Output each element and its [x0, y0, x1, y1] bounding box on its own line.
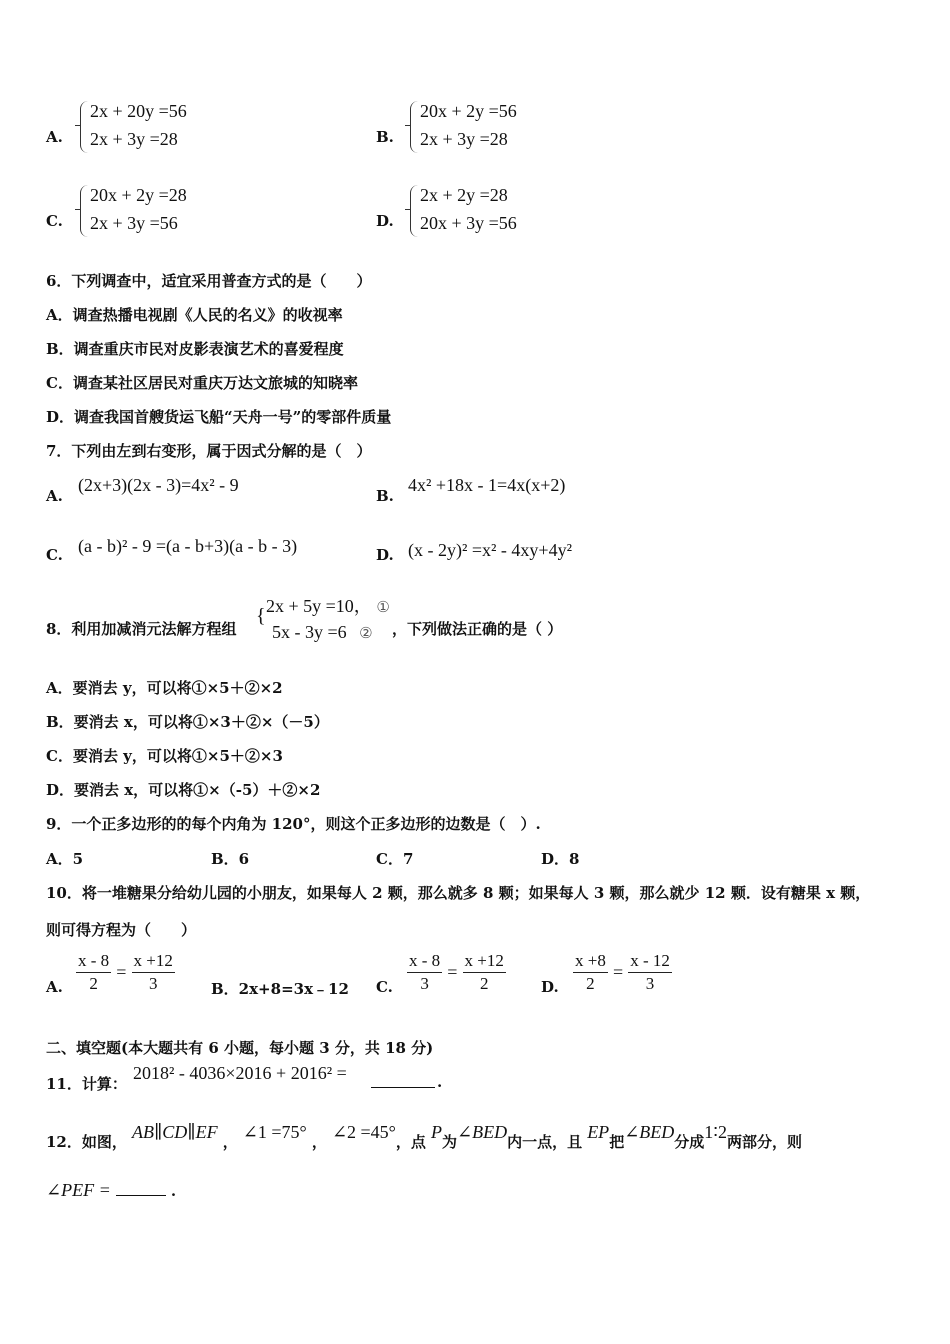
q7-option-a-expr: (2x+3)(2x - 3)=4x² - 9: [78, 475, 239, 495]
q12-blank[interactable]: [116, 1195, 166, 1196]
q10-option-a-expr: [76, 950, 175, 995]
q12-p4: ，点: [395, 1133, 426, 1151]
q10-option-c-label: C.: [376, 978, 393, 996]
q10-stem-line2: 则可得方程为（ ）: [46, 921, 197, 939]
q9-option-d: D．8: [541, 850, 580, 868]
q5-d-eq1: 2x + 2y =28: [420, 185, 508, 205]
q10-d-den1: 2: [586, 974, 595, 993]
q12-p1: 12．如图，: [46, 1133, 127, 1151]
q12-p6: 内一点，且: [507, 1133, 583, 1151]
q5-option-b-label: B.: [376, 128, 394, 146]
q10-a-num1: x - 8: [76, 950, 111, 973]
q9-option-a: A．5: [46, 850, 84, 868]
q10-option-b: B．2x+8=3x﹣12: [211, 980, 349, 998]
q5-option-c-label: C.: [46, 212, 63, 230]
q5-a-eq2: 2x + 3y =28: [90, 129, 178, 149]
q8-eq1-text: 2x + 5y =10，: [266, 596, 372, 616]
q12-tail: .: [170, 1182, 177, 1200]
q6-stem: 6．下列调查中，适宜采用普查方式的是（ ）: [46, 272, 372, 290]
q10-stem-line1: 10．将一堆糖果分给幼儿园的小朋友，如果每人 2 颗，那么就多 8 颗；如果每人 3 颗，那么就少 12 颗．设有糖果 x 颗，: [46, 884, 871, 902]
q10-d-eq: =: [612, 962, 624, 982]
q5-option-a-label: A.: [46, 128, 63, 146]
q7-option-a-label: A.: [46, 487, 63, 505]
q8-option-b: B．要消去 x，可以将①×3＋②×（－5）: [46, 713, 329, 731]
q5-b-eq2: 2x + 3y =28: [420, 129, 508, 149]
q8-eq1: [266, 592, 390, 618]
q10-c-den1: 3: [420, 974, 429, 993]
q8-eq2-text: 5x - 3y =6: [272, 622, 347, 642]
q9-option-c: C．7: [376, 850, 414, 868]
q8-eq2-mark: ②: [359, 624, 373, 642]
q6-option-a: A．调查热播电视剧《人民的名义》的收视率: [46, 306, 343, 324]
section-heading: 二、填空题(本大题共有 6 小题，每小题 3 分，共 18 分): [46, 1039, 434, 1057]
q12-line1: [46, 1122, 802, 1152]
q11-stem: 11．计算：: [46, 1075, 127, 1093]
q12-p2: ，: [222, 1133, 238, 1151]
q12-m1: AB∥CD∥EF: [131, 1122, 218, 1142]
q5-c-eq1: 20x + 2y =28: [90, 185, 187, 205]
q12-m4: P: [430, 1122, 442, 1142]
q10-d-num2: x - 12: [628, 950, 672, 973]
q6-option-d: D．调查我国首艘货运飞船“天舟一号”的零部件质量: [46, 408, 392, 426]
q7-option-d-expr: (x - 2y)² =x² - 4xy+4y²: [408, 540, 572, 560]
q6-option-c: C．调查某社区居民对重庆万达文旅城的知晓率: [46, 374, 358, 392]
q8-option-a: A．要消去 y，可以将①×5＋②×2: [46, 679, 283, 697]
q12-m5: ∠BED: [457, 1122, 508, 1142]
q10-c-num1: x - 8: [407, 950, 442, 973]
q12-m7: ∠BED: [624, 1122, 675, 1142]
q7-option-c-label: C.: [46, 546, 63, 564]
q12-m8: 1∶2: [704, 1122, 727, 1142]
q10-option-a-label: A.: [46, 978, 63, 996]
q5-option-d-label: D.: [376, 212, 394, 230]
q12-m3: ∠2 =45°: [331, 1122, 396, 1142]
q10-d-den2: 3: [645, 974, 655, 993]
q12-p5: 为: [441, 1133, 457, 1151]
q5-a-eq1: 2x + 20y =56: [90, 101, 187, 121]
q8-option-c: C．要消去 y，可以将①×5＋②×3: [46, 747, 283, 765]
q12-m6: EP: [587, 1122, 610, 1142]
q11-expr: 2018² - 4036×2016 + 2016² =: [133, 1063, 347, 1083]
q6-option-b: B．调查重庆市民对皮影表演艺术的喜爱程度: [46, 340, 344, 358]
q8-stem-pre: 8．利用加减消元法解方程组: [46, 620, 237, 638]
q7-stem: 7．下列由左到右变形，属于因式分解的是（ ）: [46, 442, 372, 460]
q10-c-eq: =: [447, 962, 458, 982]
q10-option-c-expr: [407, 950, 506, 995]
q8-stem-post: ，下列做法正确的是（ ）: [392, 620, 563, 638]
q8-eq2: [272, 622, 373, 643]
q10-a-eq: =: [116, 962, 127, 982]
q11-tail: .: [437, 1073, 443, 1091]
q12-p9: 两部分，则: [726, 1133, 802, 1151]
q10-option-d-expr: [573, 950, 672, 995]
q9-option-b: B．6: [211, 850, 250, 868]
q9-stem: 9．一个正多边形的的每个内角为 120°，则这个正多边形的边数是（ ）.: [46, 815, 541, 833]
q10-option-d-label: D.: [541, 978, 559, 996]
q8-eq1-mark: ①: [376, 598, 390, 616]
q5-c-eq2: 2x + 3y =56: [90, 213, 178, 233]
q8-option-d: D．要消去 x，可以将①×（-5）＋②×2: [46, 781, 321, 799]
q10-a-den2: 3: [148, 974, 158, 993]
q7-option-c-expr: (a - b)² - 9 =(a - b+3)(a - b - 3): [78, 536, 298, 556]
q12-line2: [46, 1180, 176, 1201]
q12-p3: ，: [311, 1133, 327, 1151]
q10-a-den1: 2: [89, 974, 98, 993]
q10-c-den2: 2: [479, 974, 489, 993]
q10-c-num2: x +12: [463, 950, 506, 973]
q12-m9: ∠PEF =: [46, 1180, 111, 1200]
q12-p8: 分成: [674, 1133, 705, 1151]
q10-d-num1: x +8: [573, 950, 608, 973]
q7-option-b-expr: 4x² +18x - 1=4x(x+2): [408, 475, 566, 495]
q7-option-d-label: D.: [376, 546, 394, 564]
q8-brace: {: [256, 605, 266, 627]
q7-option-b-label: B.: [376, 487, 394, 505]
q5-b-eq1: 20x + 2y =56: [420, 101, 517, 121]
q10-a-num2: x +12: [132, 950, 175, 973]
q11-blank[interactable]: [371, 1087, 435, 1088]
q5-d-eq2: 20x + 3y =56: [420, 213, 517, 233]
q12-p7: 把: [609, 1133, 625, 1151]
q12-m2: ∠1 =75°: [242, 1122, 307, 1142]
